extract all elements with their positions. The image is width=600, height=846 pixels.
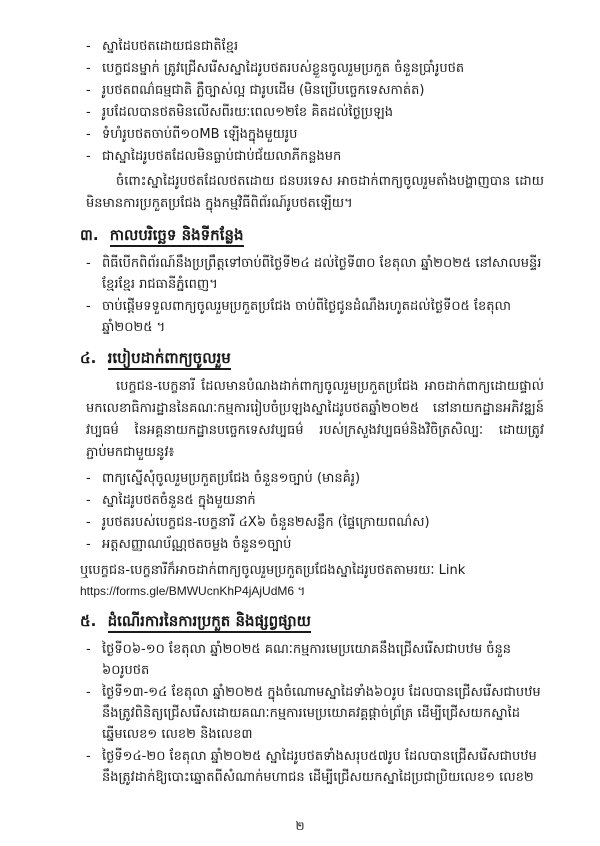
- list-item: - ចាប់ផ្តើមទទួលពាក្យចូលរួមប្រកួតប្រជែង ចាប់ពីថ្ងៃជូនដំណឹងរហូតដល់ថ្ងៃទី០៥ ខែតុលា ឆ្នាំ២០២៥ ។: [86, 296, 544, 338]
- online-submission-text: ឬបេក្ខជន-បេក្ខនារីក៏អាចដាក់ពាក្យចូលរួមប្រកួតប្រជែងស្នាដៃរូបថតតាមរយៈ Link: [80, 563, 466, 578]
- section-3-heading: [80, 223, 544, 247]
- intro-paragraph: ចំពោះស្នាដៃរូបថតដែលថតដោយ ជនបរទេស អាចដាក់ពាក្យចូលរួមតាំងបង្ហាញបាន ដោយមិនមានការប្រកួតប្រជែង ក្នុងកម្មវិធីពិព័រណ៍រូបថតឡើយ។: [86, 174, 544, 211]
- list-item: - ពិធីបើកពិព័រណ៍នឹងប្រព្រឹត្តទៅចាប់ពីថ្ងៃទី២៤ ដល់ថ្ងៃទី៣០ ខែតុលា ឆ្នាំ២០២៥ នៅសាលមន្ទីរខ្មែរខ្មែរ រាជធានីភ្នំពេញ។: [86, 253, 544, 295]
- list-item: - រូបថតពណ៌ធម្មជាតិ ភ្លឺច្បាស់ល្អ ជារូបដើម (មិនប្រើបច្ចេកទេសកាត់ត): [86, 80, 544, 101]
- form-link[interactable]: https://forms.gle/BMWUcnKhP4jAjUdM6 ។: [80, 584, 306, 598]
- list-item: - ថ្ងៃទី០៦-១០ ខែតុលា ឆ្នាំ២០២៥ គណៈកម្មការមេប្រយោគនឹងជ្រើសរើសជាបឋម ចំនួន ៦០រូបថត: [86, 639, 544, 681]
- list-item: - ជាស្នាដៃរូបថតដែលមិនធ្លាប់ជាប់ជ័យលាភីកន្លងមក: [86, 146, 544, 167]
- section-number: ៣.: [80, 226, 99, 244]
- section-3-list: [86, 253, 544, 338]
- section-number: ៤.: [80, 349, 97, 367]
- section-5-list: [86, 639, 544, 788]
- intro-bullet-list: [86, 36, 544, 167]
- section-4-list: [86, 468, 544, 555]
- section-5-heading: [80, 609, 544, 633]
- list-item: - រូបដែលបានថតមិនលើសពីរយៈពេល១២ខែ គិតដល់ថ្ងៃប្រឡង: [86, 102, 544, 123]
- list-item: - អត្តសញ្ញាណប័ណ្ណថតចម្លង ចំនួន១ច្បាប់: [86, 534, 544, 555]
- list-item: - ថ្ងៃទី១៣-១៤ ខែតុលា ឆ្នាំ២០២៥ ក្នុងចំណោមស្នាដៃទាំង៦០រូប ដែលបានជ្រើសរើសជាបឋម នឹងត្រូវពិនិត្យជ្រើសរើសដោយគណៈកម្មការមេប្រយោគវគ្គផ្តាច់ព្រ័ត្រ ដើម្បីជ្រើសយកស្នាដៃឆ្នើមលេខ១ លេខ២ និងលេខ៣: [86, 682, 544, 745]
- section-4-paragraph: បេក្ខជន-បេក្ខនារី ដែលមានបំណងដាក់ពាក្យចូលរួមប្រកួតប្រជែង អាចដាក់ពាក្យដោយផ្ទាល់មកលេខាធិការដ្ឋាននៃគណៈកម្មការរៀបចំប្រឡងស្នាដៃរូបថតឆ្នាំ២០២៥ នៅនាយកដ្ឋានអភិវឌ្ឍន៍វប្បធម៌ នៃអគ្គនាយកដ្ឋានបច្ចេកទេសវប្បធម៌ របស់ក្រសួងវប្បធម៌និងវិចិត្រសិល្បៈ ដោយត្រូវភ្ជាប់មកជាមួយនូវ៖: [86, 379, 544, 460]
- list-item: - បេក្ខជនម្នាក់ ត្រូវជ្រើសរើសស្នាដៃរូបថតរបស់ខ្លួនចូលរួមប្រកួត ចំនួនប្រាំរូបថត: [86, 58, 544, 79]
- list-item: - ទំហំរូបថតចាប់ពី១០MB ឡើងក្នុងមួយរូប: [86, 124, 544, 145]
- list-item: - ស្នាដៃបថតដោយជនជាតិខ្មែរ: [86, 36, 544, 57]
- section-number: ៥.: [80, 612, 97, 630]
- section-title: ដំណើរការនៃការប្រកួត និងផ្សព្វផ្សាយ: [108, 612, 311, 633]
- list-item: - រូបថតរបស់បេក្ខជន-បេក្ខនារី ៤X៦ ចំនួន២សន្លឹក (ផ្ទៃក្រោយពណ៌ស): [86, 512, 544, 533]
- form-link-line: [80, 581, 544, 601]
- list-item: - ស្នាដៃរូបថតចំនួន៥ ក្នុងមួយនាក់: [86, 490, 544, 511]
- section-title: របៀបដាក់ពាក្យចូលរួម: [108, 349, 231, 370]
- list-item: - ថ្ងៃទី១៤-២០ ខែតុលា ឆ្នាំ២០២៥ ស្នាដៃរូបថតទាំងសរុប៥៧រូប ដែលបានជ្រើសរើសជាបឋម នឹងត្រូវដាក់ឱ្យបោះឆ្នោតពីសំណាក់មហាជន ដើម្បីជ្រើសយកស្នាដៃប្រជាប្រិយលេខ១ លេខ២: [86, 746, 544, 788]
- section-4-heading: [80, 346, 544, 370]
- page-number: ២: [295, 819, 305, 833]
- section-title: កាលបរិច្ឆេទ និងទីកន្លែង: [110, 226, 244, 247]
- list-item: - ពាក្យស្នើសុំចូលរួមប្រកួតប្រជែង ចំនួន១ច្បាប់ (មានគំរូ): [86, 468, 544, 489]
